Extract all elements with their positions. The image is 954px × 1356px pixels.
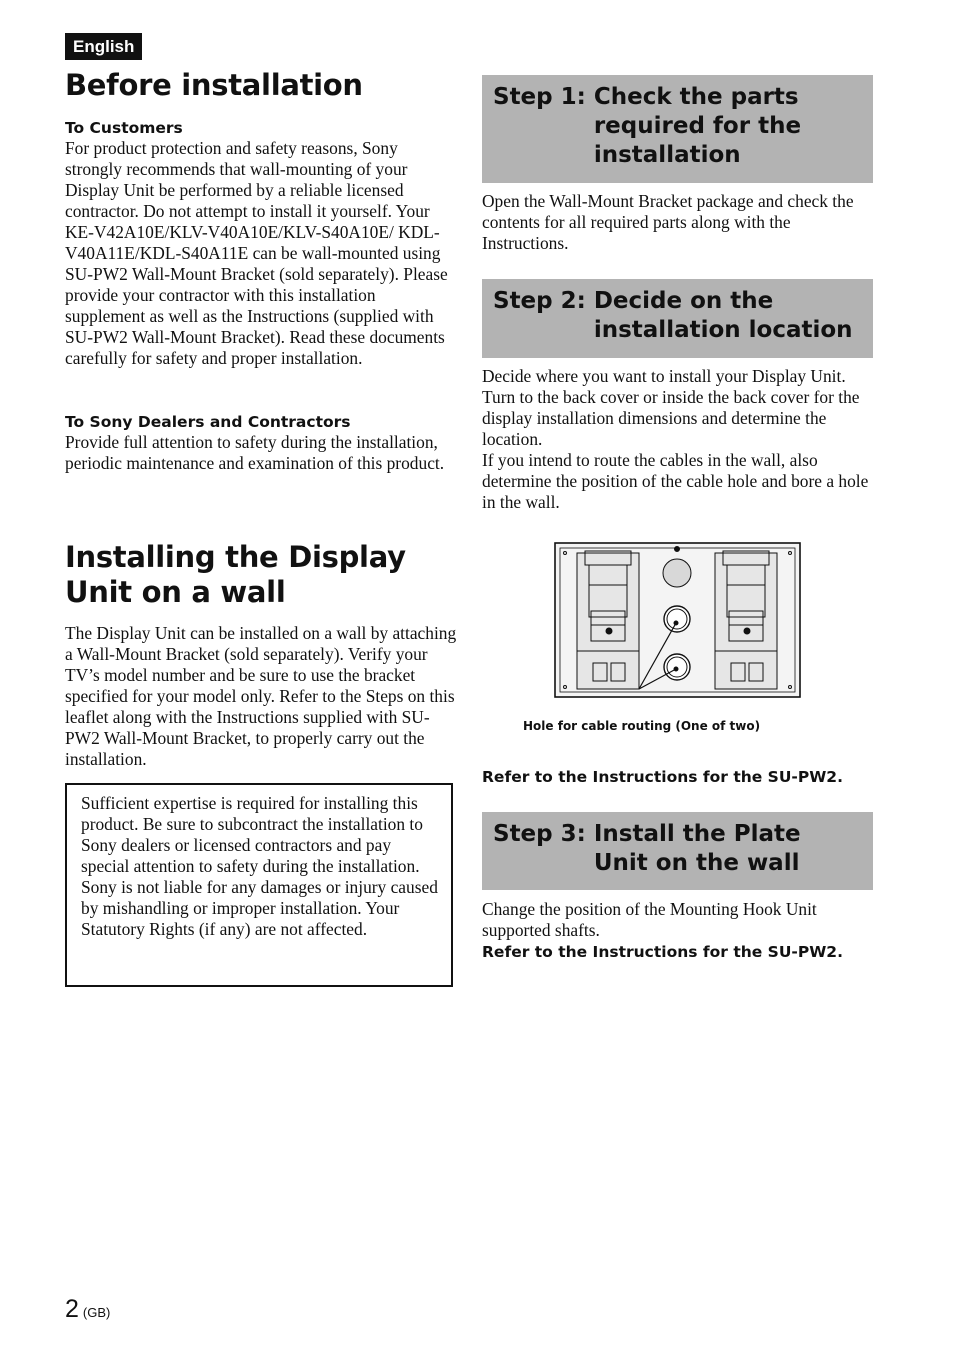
step2-reference: Refer to the Instructions for the SU-PW2. [482,768,843,786]
installing-text: The Display Unit can be installed on a wall by attaching a Wall-Mount Bracket (sold separately). Verify your TV’s model number and be sure to use the bracket specified for your model only. Refer to the Steps on this leaflet along with the Instructions supplied with SU-PW2 Wall-Mount Bracket, to properly carry out the installation. [65,623,457,769]
diagram-caption: Hole for cable routing (One of two) [523,719,761,733]
page-number [65,1295,110,1324]
step2-title: Decide on the installation location [593,288,853,343]
customers-text: For product protection and safety reasons, Sony strongly recommends that wall-mounting of your Display Unit be performed by a reliable licensed contractor. Do not attempt to install it yourself. Your KE-V42A10E/KLV-V40A10E/KLV-S40A10E/ KDL-V40A11E/KDL-S40A11E can be wall-mounted using SU-PW2 Wall-Mount Bracket (sold separately). Please provide your contractor with this installation supplement as well as the Instructions (supplied with SU-PW2 Wall-Mount Bracket). Read these documents carefully for safety and proper installation. [65,138,448,368]
dealers-heading: To Sony Dealers and Contractors [65,413,351,431]
safety-notice-box [65,783,453,987]
step3-reference: Refer to the Instructions for the SU-PW2. [482,943,843,961]
step3-number: Step 3: [493,821,586,847]
step2-text: Decide where you want to install your Display Unit. Turn to the back cover or inside the back cover for the display installation dimensions and determine the location. If you intend to route the cables in the wall, also determine the position of the cable hole and bore a hole in the wall. [482,366,869,512]
page-number-suffix: (GB) [82,1305,111,1320]
step1-number: Step 1: [493,84,586,110]
safety-notice-text: Sufficient expertise is required for installing this product. Be sure to subcontract the installation to Sony dealers or licensed contractors and pay special attention to safety during the installation. Sony is not liable for any damages or injury caused by mishandling or improper installation. Your Statutory Rights (if any) are not affected. [81,793,438,939]
step2-number: Step 2: [493,288,586,314]
step3-title: Install the Plate Unit on the wall [593,821,801,876]
step2-header [482,279,873,358]
step1-text: Open the Wall-Mount Bracket package and check the contents for all required parts along with the Instructions. [482,191,854,253]
installing-title: Installing the Display Unit on a wall [65,540,406,609]
step1-header [482,75,873,183]
step3-header [482,812,873,890]
dealers-text: Provide full attention to safety during the installation, periodic maintenance and examination of this product. [65,432,445,473]
before-installation-title: Before installation [65,68,363,102]
customers-heading: To Customers [65,119,183,137]
page-number-value: 2 [65,1295,79,1323]
wall-mount-plate-diagram [553,541,803,701]
language-tab: English [65,33,142,60]
step3-text: Change the position of the Mounting Hook Unit supported shafts. [482,899,817,940]
step1-title: Check the parts required for the installation [593,84,802,168]
